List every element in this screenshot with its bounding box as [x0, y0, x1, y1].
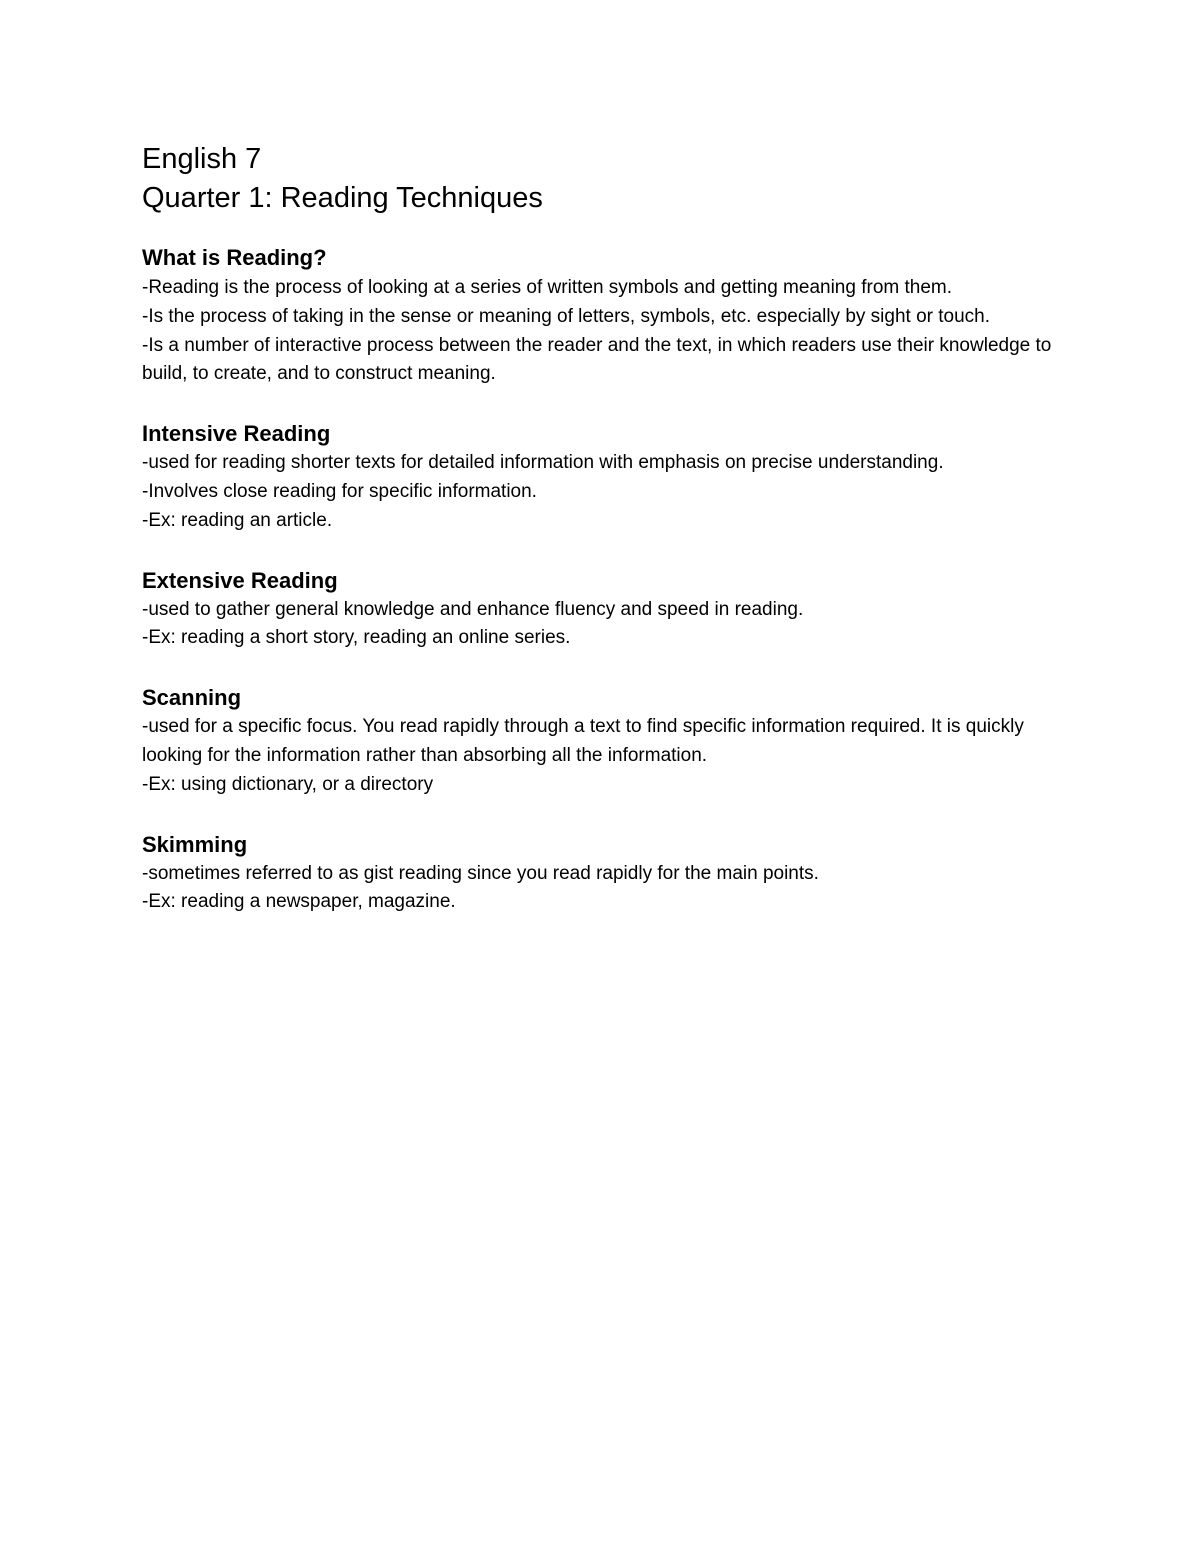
section-heading: Scanning: [142, 685, 242, 711]
title-block: [142, 140, 1072, 218]
section-line: -used for reading shorter texts for detailed information with emphasis on precise understanding.: [142, 452, 944, 474]
section-what-is-reading: [142, 242, 1072, 389]
quarter-title: Quarter 1: Reading Techniques: [142, 182, 543, 214]
section-line: -used to gather general knowledge and enhance fluency and speed in reading.: [142, 598, 804, 620]
section-heading: Extensive Reading: [142, 567, 338, 593]
section-intensive-reading: [142, 419, 1072, 535]
section-line: -Ex: reading a newspaper, magazine.: [142, 891, 456, 913]
section-line: -Ex: reading a short story, reading an online series.: [142, 627, 571, 649]
section-line: -Reading is the process of looking at a series of written symbols and getting meaning from them.: [142, 277, 953, 298]
document-page: [142, 140, 1072, 947]
section-extensive-reading: [142, 566, 1072, 654]
section-line: -Ex: using dictionary, or a directory: [142, 773, 434, 795]
section-line: -used for a specific focus. You read rapidly through a text to find specific information required. It is quickly looking for the information rather than absorbing all the information.: [142, 716, 1024, 766]
course-title: English 7: [142, 143, 262, 175]
section-scanning: [142, 683, 1072, 799]
section-line: -sometimes referred to as gist reading since you read rapidly for the main points.: [142, 862, 819, 884]
section-line: -Ex: reading an article.: [142, 509, 333, 531]
section-heading: What is Reading?: [142, 245, 327, 270]
section-line: -Is the process of taking in the sense or meaning of letters, symbols, etc. especially by sight or touch.: [142, 305, 991, 327]
section-heading: Skimming: [142, 831, 248, 857]
section-skimming: [142, 830, 1072, 918]
section-line: -Involves close reading for specific information.: [142, 480, 537, 502]
section-line: -Is a number of interactive process between the reader and the text, in which readers use their knowledge to build, to create, and to construct meaning.: [142, 334, 1052, 385]
section-heading: Intensive Reading: [142, 421, 331, 447]
